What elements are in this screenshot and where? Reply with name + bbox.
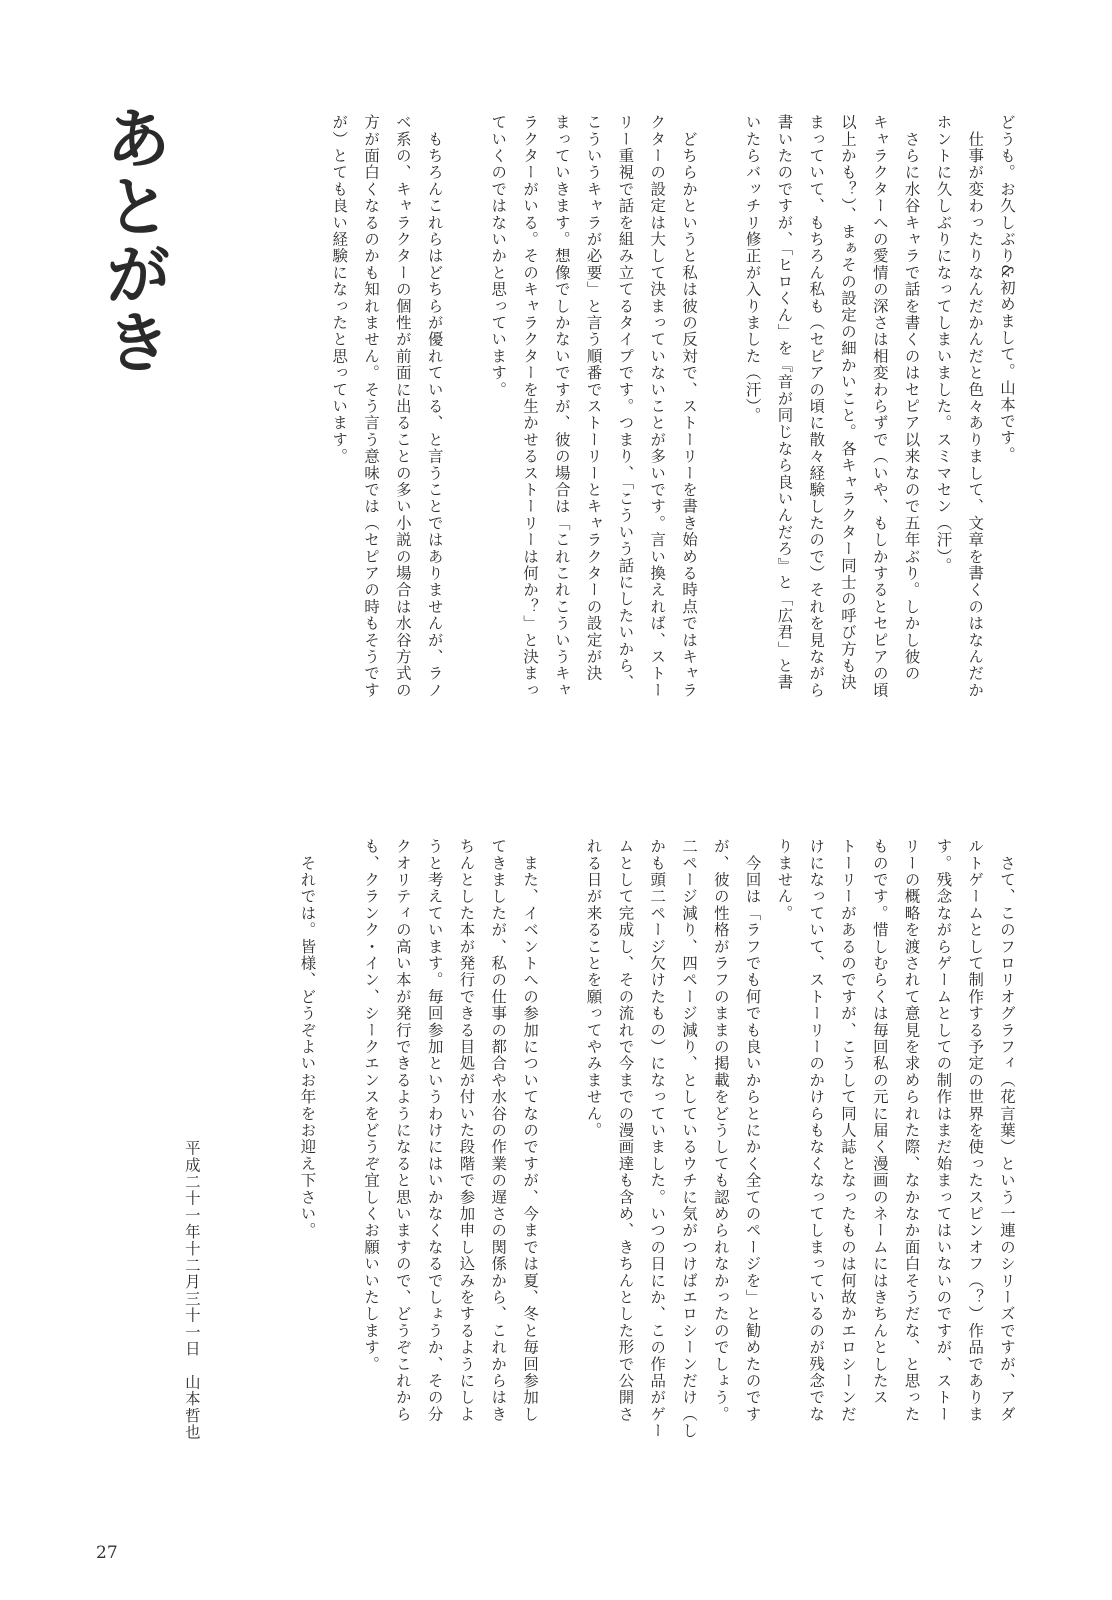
text-line: 方が面白くなるのかも知れません。そう言う意味では（セピアの時もそうです (362, 114, 381, 699)
text-line: リー重視で話を組み立てるタイプです。つまり、「こういう話にしたいから、 (616, 114, 635, 691)
page-title: あとがき (94, 104, 171, 376)
text-line (704, 114, 736, 804)
text-line: うと考えています。毎回参加というわけにはいかなくなるでしょうか、その分 (425, 838, 444, 1423)
text-line: いたらバッチリ修正が入りました（汗）。 (743, 114, 762, 424)
text-line: さて、このフロリオグラフィ（花言葉）という一連のシリーズですが、アダ (997, 838, 1016, 1423)
text-line: りません。 (775, 838, 794, 922)
text-line: リーの概略を渡されて意見を求められた際、なかなか面白そうだな、と思った (902, 838, 921, 1423)
text-line (322, 838, 354, 1528)
text-line: が）とても良い経験になったと思っています。 (330, 114, 349, 465)
text-line: 以上かも？）、まぁその設定の細かいこと。各キャラクター同士の呼び方も決 (839, 114, 857, 691)
text-line: どうも。お久しぶり&初めまして。山本です。 (997, 114, 1016, 463)
text-line: ムとして完成し、その流れで今までの漫画達も含め、きちんとした形で公開さ (616, 838, 635, 1423)
text-line: ていくのではないかと思っています。 (489, 114, 508, 398)
text-line (450, 114, 482, 804)
text-line: クターの設定は大して決まっていないことが多いです。言い換えれば、ストー (648, 114, 667, 699)
text-line: それでは。皆様、どうぞよいお年をお迎え下さい。 (298, 838, 317, 1239)
text-line: こういうキャラが必要」と言う順番でストーリーとキャラクターの設定が決 (584, 114, 603, 682)
text-line (545, 838, 577, 1528)
text-line: また、イベントへの参加についてなのですが、今までは夏、冬と毎回参加し (521, 838, 540, 1423)
date-signature: 平成二十一年十二月三十一日 山本哲也 (182, 1140, 201, 1441)
upper-text-block (322, 114, 1022, 804)
text-line: さらに水谷キャラで話を書くのはセピア以来なので五年ぶり。しかし彼の (902, 114, 921, 682)
text-line: てきましたが、私の仕事の都合や水谷の作業の遅さの関係から、これからはき (489, 838, 508, 1423)
text-line: ベ系の、キャラクターの個性が前面に出ることの多い小説の場合は水谷方式の (393, 114, 412, 699)
text-line: キャラクターへの愛情の深さは相変わらずで（いや、もしかするとセピアの頃 (870, 114, 889, 699)
text-line: が、彼の性格がラフのままの掲載をどうしても認められなかったのでしょう。 (711, 838, 730, 1423)
text-line: けになっていて、ストーリーのかけらもなくなってしまっているのが残念でな (807, 838, 826, 1423)
page-number: 27 (96, 1543, 118, 1563)
lower-text-block (291, 838, 1022, 1528)
text-line: す。残念ながらゲームとしての制作はまだ始まってはいないのですが、ストー (934, 838, 953, 1423)
text-line: ものです。惜しむらくは毎回私の元に届く漫画のネームにはきちんとしたス (870, 838, 889, 1406)
text-line: どちらかというと私は彼の反対で、ストーリーを書き始める時点ではキャラ (680, 114, 699, 699)
text-line: ホントに久しぶりになってしまいました。スミマセン（汗）。 (934, 114, 953, 574)
text-line: 今回は「ラフでも何でも良いからとにかく全てのページを」と勧めたのです (743, 838, 762, 1423)
text-line: 二ページ減り、四ページ減り、としているウチに気がつけばエロシーンだけ（し (680, 838, 699, 1440)
text-line: まっていきます。想像でしかないですが、彼の場合は「これこれこういうキャ (552, 114, 571, 699)
text-line: ラクターがいる。そのキャラクターを生かせるストーリーは何か？」と決まっ (521, 114, 540, 699)
text-line: ちんとした本が発行できる目処が付いた段階で参加申し込みをするようにしよ (457, 838, 476, 1423)
text-line: クオリティの高い本が発行できるようになると思いますので、どうぞこれから (393, 838, 412, 1423)
text-line: 書いたのですが、「ヒロくん」を『音が同じなら良いんだろ』と「広君」と書 (775, 114, 794, 691)
text-line: もちろんこれらはどちらが優れている、と言うことではありませんが、ラノ (425, 114, 444, 699)
text-line: も、クランク・イン、シークエンスをどうぞ宜しくお願いいたします。 (362, 838, 381, 1373)
text-line: トーリーがあるのですが、こうして同人誌となったものは何故かエロシーンだ (839, 838, 857, 1423)
text-line: れる日が来ることを願ってやみません。 (584, 838, 603, 1139)
text-line: ルトゲームとして制作する予定の世界を使ったスピンオフ（？）作品でありま (966, 838, 985, 1423)
text-line: まっていて、もちろん私も（セピアの頃に散々経験したので）それを見ながら (807, 114, 826, 699)
text-line: 仕事が変わったりなんだかんだと色々ありまして、文章を書くのはなんだか (966, 114, 985, 699)
text-line: かも頭二ページ欠けたもの）になっていました。いつの日にか、この作品がゲー (648, 838, 667, 1440)
